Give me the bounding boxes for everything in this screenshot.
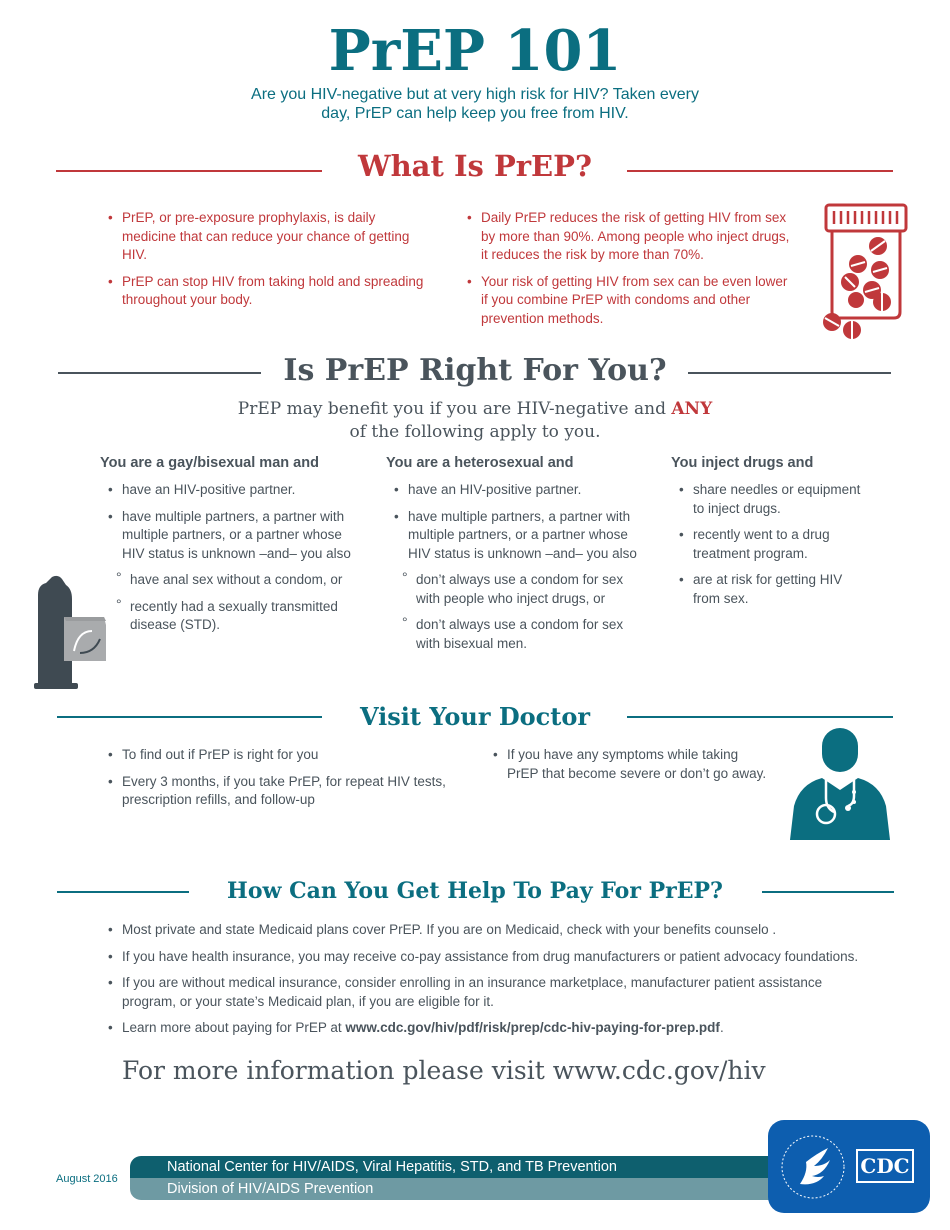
pay-heading: How Can You Get Help To Pay For PrEP? xyxy=(227,878,723,904)
list-item: • are at risk for getting HIV from sex. xyxy=(679,571,871,608)
list-item: • PrEP can stop HIV from taking hold and spreading throughout your body. xyxy=(108,273,430,310)
pay-list xyxy=(108,921,878,1046)
sub-list-item: ° don’t always use a condom for sex with bisexual men. xyxy=(394,616,644,653)
condom-icon xyxy=(30,575,110,693)
more-info-text: For more information please visit www.cdc.gov/hiv xyxy=(122,1056,766,1085)
column-heading: You are a gay/bisexual man and xyxy=(100,455,319,471)
column-inject-drugs xyxy=(671,455,871,616)
list-item: • have an HIV-positive partner. xyxy=(394,481,644,500)
publication-date: August 2016 xyxy=(56,1173,118,1185)
sub-list-item: ° don’t always use a condom for sex with people who inject drugs, or xyxy=(394,571,644,608)
hhs-eagle-icon xyxy=(778,1132,848,1202)
list-item: • If you have health insurance, you may receive co-pay assistance from drug manufacturers or patient advocacy foundations. xyxy=(108,948,878,967)
what-is-right-list xyxy=(467,209,797,336)
right-for-you-intro: PrEP may benefit you if you are HIV-negative and ANY of the following apply to you. xyxy=(237,399,713,442)
list-item: • recently went to a drug treatment program. xyxy=(679,526,871,563)
what-is-heading: What Is PrEP? xyxy=(358,149,592,183)
list-item: • If you are without medical insurance, consider enrolling in an insurance marketplace, manufacturer patient assistance program, or your state’s Medicaid plan, if you are eligible for it. xyxy=(108,974,878,1011)
footer-bar-top: National Center for HIV/AIDS, Viral Hepatitis, STD, and TB Prevention xyxy=(130,1156,790,1178)
list-item: • PrEP, or pre-exposure prophylaxis, is daily medicine that can reduce your chance of getting HIV. xyxy=(108,209,430,265)
list-item: • To find out if PrEP is right for you xyxy=(108,746,448,765)
sub-list-item: ° recently had a sexually transmitted disease (STD). xyxy=(108,598,368,635)
list-item: • Daily PrEP reduces the risk of getting HIV from sex by more than 90%. Among people who inject drugs, it reduces the risk by more than 70%. xyxy=(467,209,797,265)
footer-bar xyxy=(130,1156,790,1200)
list-item: • Every 3 months, if you take PrEP, for repeat HIV tests, prescription refills, and follow-up xyxy=(108,773,448,810)
doctor-right-list xyxy=(493,746,773,791)
column-heterosexual xyxy=(386,455,644,661)
list-item: • have an HIV-positive partner. xyxy=(108,481,368,500)
doctor-icon xyxy=(788,726,892,842)
page-title: PrEP 101 xyxy=(328,18,622,84)
what-is-left-list xyxy=(108,209,430,318)
list-item: • have multiple partners, a partner with multiple partners, or a partner whose HIV status is unknown –and– you also xyxy=(394,508,644,564)
list-item: • share needles or equipment to inject drugs. xyxy=(679,481,871,518)
doctor-left-list xyxy=(108,746,448,818)
column-heading: You are a heterosexual and xyxy=(386,455,574,471)
pill-bottle-icon xyxy=(820,202,910,342)
list-item: • If you have any symptoms while taking PrEP that become severe or don’t go away. xyxy=(493,746,773,783)
list-item: • have multiple partners, a partner with multiple partners, or a partner whose HIV status is unknown –and– you also xyxy=(108,508,368,564)
hhs-cdc-logo xyxy=(768,1120,930,1213)
emphasis-any: ANY xyxy=(671,399,713,419)
column-heading: You inject drugs and xyxy=(671,455,814,471)
right-for-you-heading: Is PrEP Right For You? xyxy=(283,353,667,388)
sub-list-item: ° have anal sex without a condom, or xyxy=(108,571,368,590)
footer-bar-bottom: Division of HIV/AIDS Prevention xyxy=(130,1178,790,1200)
list-item: • Learn more about paying for PrEP at www.cdc.gov/hiv/pdf/risk/prep/cdc-hiv-paying-for-prep.pdf. xyxy=(108,1019,878,1038)
doctor-heading: Visit Your Doctor xyxy=(359,702,591,731)
column-gay-bisexual xyxy=(100,455,368,643)
cdc-logo-box: CDC xyxy=(856,1149,914,1183)
page-subtitle: Are you HIV-negative but at very high risk for HIV? Taken every day, PrEP can help keep you free from HIV. xyxy=(251,86,699,122)
list-item: • Your risk of getting HIV from sex can be even lower if you combine PrEP with condoms and other prevention methods. xyxy=(467,273,797,329)
list-item: • Most private and state Medicaid plans cover PrEP. If you are on Medicaid, check with your benefits counselo . xyxy=(108,921,878,940)
paying-for-prep-link[interactable]: www.cdc.gov/hiv/pdf/risk/prep/cdc-hiv-paying-for-prep.pdf xyxy=(345,1020,720,1035)
